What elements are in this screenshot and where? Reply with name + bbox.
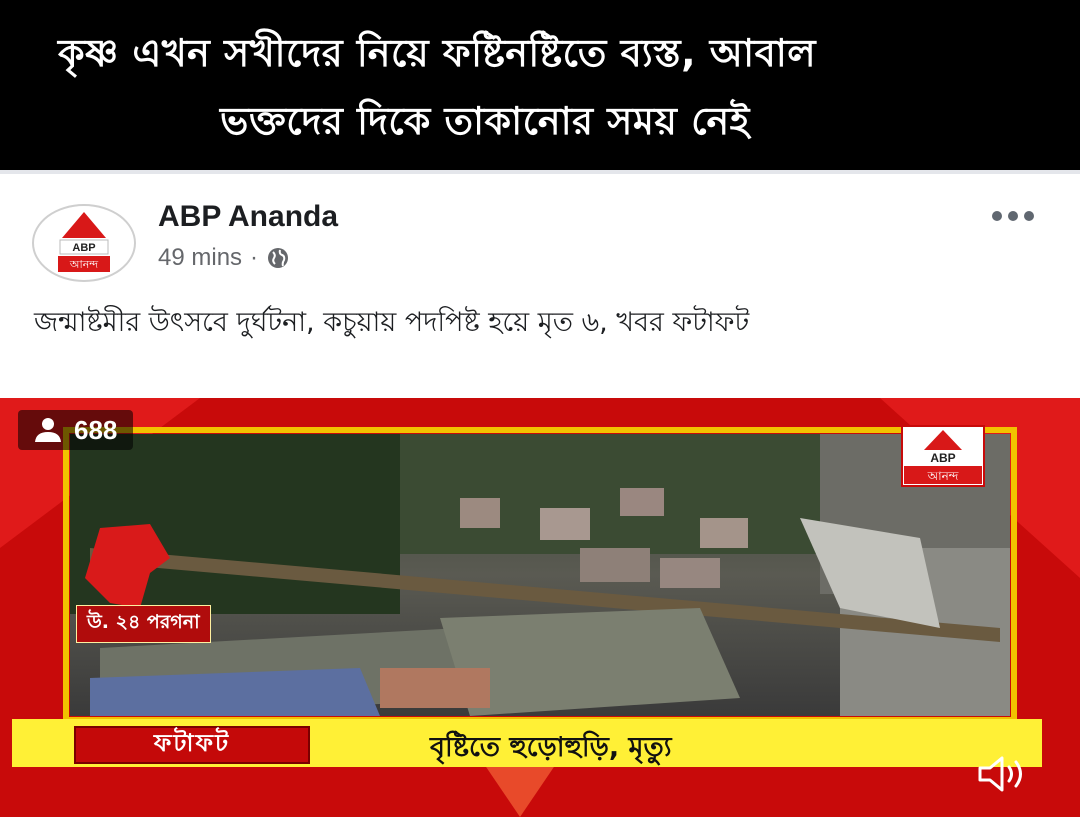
caption-line-1: কৃষ্ণ এখন সখীদের নিয়ে ফষ্টিনষ্টিতে ব্যস্ত, আবাল: [58, 31, 817, 75]
person-icon: [32, 417, 64, 443]
meta-separator: ·: [250, 244, 259, 271]
post-timestamp[interactable]: 49 mins: [158, 244, 243, 271]
caption-line-2: ভক্তদের দিকে তাকানোর সময় নেই: [220, 99, 750, 143]
more-options-button[interactable]: [990, 204, 1036, 224]
globe-icon: [266, 246, 290, 270]
page-name-link[interactable]: ABP Ananda: [158, 200, 339, 233]
abp-ananda-logo: [34, 206, 134, 280]
video-player[interactable]: [0, 398, 1080, 817]
region-tag: উ. ২৪ পরগনা: [76, 605, 211, 643]
volume-icon: [976, 754, 1032, 794]
live-viewer-count: [18, 410, 133, 450]
post-card: [0, 170, 1080, 400]
channel-logo-top: ABP: [930, 451, 956, 465]
channel-logo-bottom: আনন্দ: [927, 469, 959, 483]
ticker-label: ফটাফট: [74, 726, 310, 764]
volume-button[interactable]: [976, 754, 1032, 798]
caption-banner: [0, 0, 1080, 168]
more-options-icon: [990, 209, 1036, 223]
post-text: জন্মাষ্টমীর উৎসবে দুর্ঘটনা, কচুয়ায় পদপিষ্ট হয়ে মৃত ৬, খবর ফটাফট: [34, 307, 750, 338]
page-avatar[interactable]: [32, 204, 136, 282]
avatar-logo-bottom: আনন্দ: [69, 258, 99, 271]
ticker-headline: বৃষ্টিতে হুড়োহুড়ি, মৃত্যু: [430, 732, 672, 763]
avatar-logo-top: ABP: [72, 242, 96, 254]
post-meta: [158, 244, 290, 272]
viewer-count: 688: [74, 414, 118, 445]
